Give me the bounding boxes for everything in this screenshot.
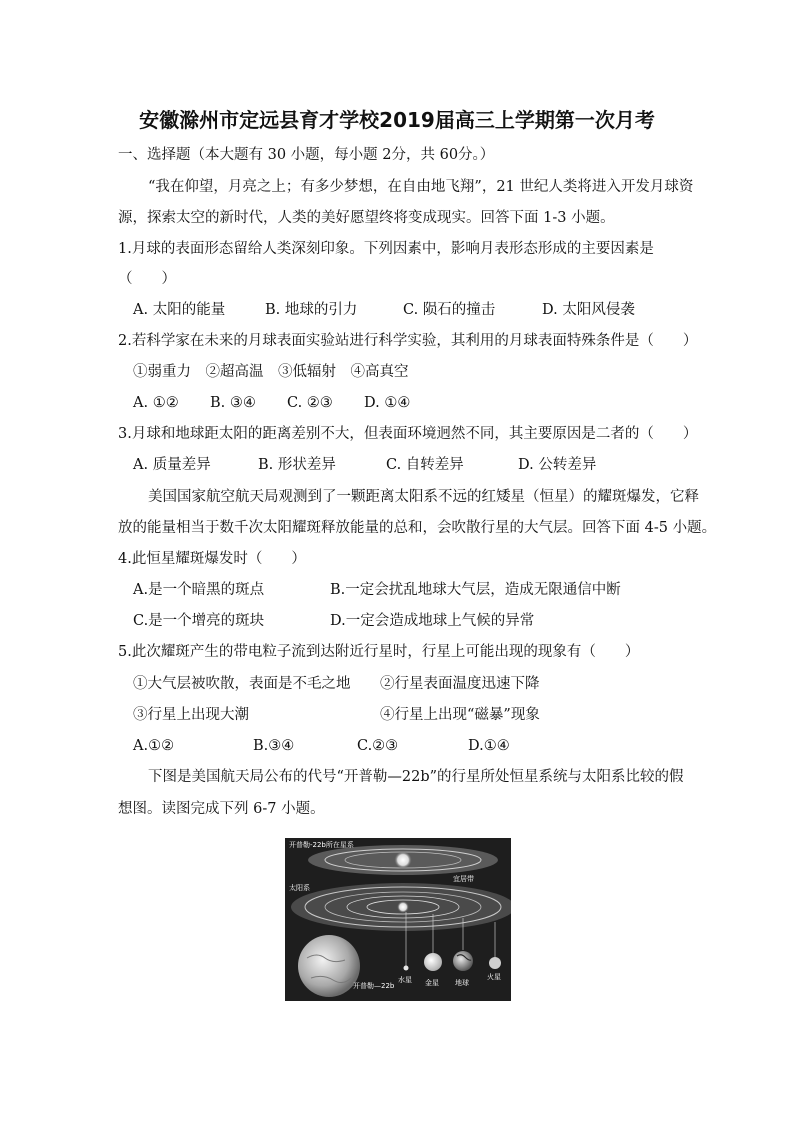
q5-item-1: ①大气层被吹散，表面是不毛之地	[133, 676, 351, 692]
q4-option-c[interactable]: C.是一个增亮的斑块	[133, 613, 265, 629]
figure-illustration	[285, 838, 511, 1001]
q1-option-a[interactable]: A. 太阳的能量	[133, 302, 226, 318]
label-solar-system: 太阳系	[289, 884, 310, 892]
label-kepler-22b: 开普勒—22b	[353, 982, 395, 990]
q2-option-d[interactable]: D. ①④	[364, 395, 411, 411]
passage-2-line-1: 美国国家航空航天局观测到了一颗距离太阳系不远的红矮星（恒星）的耀斑爆发，它释	[148, 489, 699, 505]
passage-1-line-1: “我在仰望，月亮之上；有多少梦想，在自由地飞翔”，21 世纪人类将进入开发月球资	[148, 179, 694, 195]
q4-option-a[interactable]: A.是一个暗黑的斑点	[133, 582, 265, 598]
q1-blank: （ ）	[118, 271, 176, 287]
q2-option-c[interactable]: C. ②③	[287, 395, 333, 411]
passage-2-line-2: 放的能量相当于数千次太阳耀斑释放能量的总和，会吹散行星的大气层。回答下面 4-5 小题。	[118, 520, 717, 536]
q2-option-a[interactable]: A. ①②	[133, 395, 179, 411]
venus	[424, 953, 442, 971]
page-title: 安徽滁州市定远县育才学校2019届高三上学期第一次月考	[139, 108, 655, 132]
mercury	[404, 966, 409, 971]
q5-option-a[interactable]: A.①②	[133, 738, 175, 754]
sun	[397, 901, 409, 913]
q5-option-d[interactable]: D.①④	[468, 738, 510, 754]
q4-option-b[interactable]: B.一定会扰乱地球大气层，造成无限通信中断	[330, 582, 621, 598]
q2-option-b[interactable]: B. ③④	[210, 395, 256, 411]
q1-option-b[interactable]: B. 地球的引力	[265, 302, 358, 318]
label-kepler-system: 开普勒-22b所在星系	[289, 841, 354, 849]
kepler-solar-comparison-figure	[285, 838, 511, 1001]
q5-item-4: ④行星上出现“磁暴”现象	[380, 707, 540, 723]
label-venus: 金星	[425, 979, 439, 987]
q5-option-b[interactable]: B.③④	[253, 738, 295, 754]
q1-option-d[interactable]: D. 太阳风侵袭	[542, 302, 635, 318]
passage-3-line-2: 想图。读图完成下列 6-7 小题。	[118, 801, 325, 817]
q2-stem: 2.若科学家在未来的月球表面实验站进行科学实验，其利用的月球表面特殊条件是（ ）	[118, 333, 698, 349]
q1-stem: 1.月球的表面形态留给人类深刻印象。下列因素中，影响月表形态形成的主要因素是	[118, 241, 654, 257]
kepler-22b-planet	[298, 935, 360, 997]
mars	[489, 957, 501, 969]
q4-option-d[interactable]: D.一定会造成地球上气候的异常	[330, 613, 535, 629]
q1-option-c[interactable]: C. 陨石的撞击	[403, 302, 496, 318]
earth	[453, 951, 473, 971]
q3-option-b[interactable]: B. 形状差异	[258, 457, 336, 473]
label-mars: 火星	[487, 973, 501, 981]
q5-stem: 5.此次耀斑产生的带电粒子流到达附近行星时，行星上可能出现的现象有（ ）	[118, 644, 640, 660]
q3-option-d[interactable]: D. 公转差异	[518, 457, 597, 473]
q5-item-2: ②行星表面温度迅速下降	[380, 676, 540, 692]
section-heading: 一、选择题（本大题有 30 小题，每小题 2分，共 60分。）	[118, 147, 495, 163]
label-earth: 地球	[455, 979, 469, 987]
q2-conditions: ①弱重力 ②超高温 ③低辐射 ④高真空	[133, 364, 409, 380]
kepler-star	[394, 851, 412, 869]
passage-3-line-1: 下图是美国航天局公布的代号“开普勒—22b”的行星所处恒星系统与太阳系比较的假	[148, 769, 684, 785]
q3-option-c[interactable]: C. 自转差异	[386, 457, 464, 473]
q3-stem: 3.月球和地球距太阳的距离差别不大，但表面环境迥然不同，其主要原因是二者的（ ）	[118, 426, 698, 442]
q4-stem: 4.此恒星耀斑爆发时（ ）	[118, 551, 306, 567]
q5-option-c[interactable]: C.②③	[357, 738, 399, 754]
q5-item-3: ③行星上出现大潮	[133, 707, 249, 723]
passage-1-line-2: 源，探索太空的新时代，人类的美好愿望终将变成现实。回答下面 1-3 小题。	[118, 210, 615, 226]
label-habitable-zone: 宜居带	[453, 875, 474, 883]
label-mercury: 水星	[398, 976, 412, 984]
q3-option-a[interactable]: A. 质量差异	[133, 457, 211, 473]
